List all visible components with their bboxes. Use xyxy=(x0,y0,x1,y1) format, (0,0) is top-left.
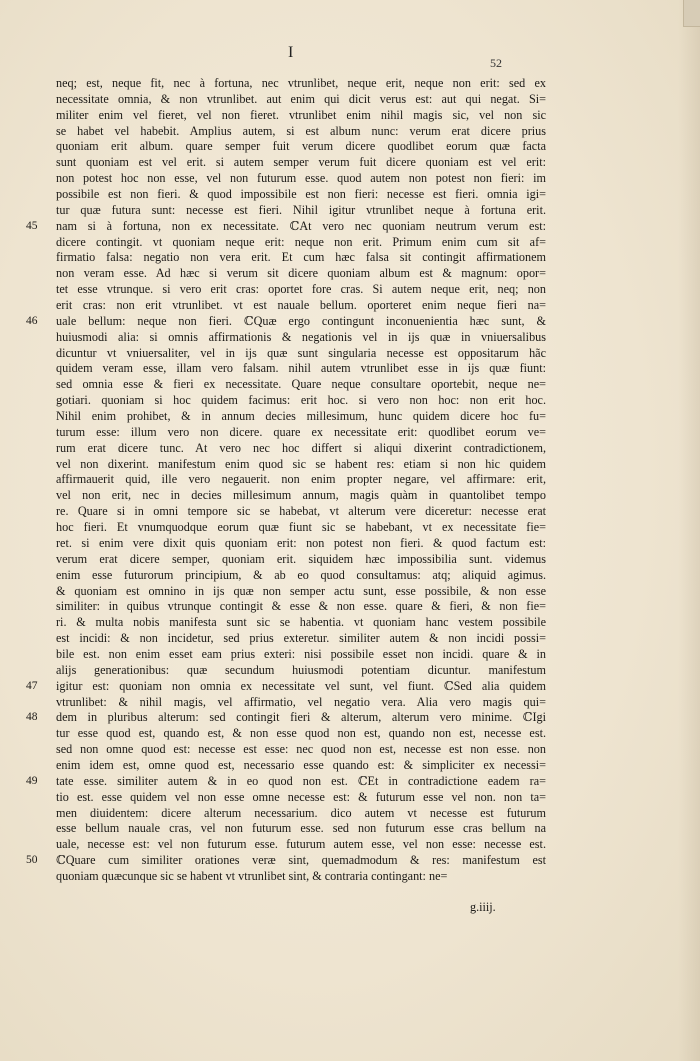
line-text: possibile est non fieri. & quod impossibile est non fieri: necesse est fieri. omnia igi= xyxy=(56,187,546,202)
line-text: vel non erit, nec in decies millesimum annum, magis quàm in quantolibet tempo xyxy=(56,488,546,503)
text-line xyxy=(56,695,546,711)
text-line xyxy=(56,250,546,266)
text-line xyxy=(56,568,546,584)
line-text: nam si à fortuna, non ex necessitate. ℂAt vero nec quoniam neutrum verum est: xyxy=(56,218,546,233)
line-text: ret. si enim vere dixit quis quoniam erit: non potest non fieri. & quod factum est: xyxy=(56,535,546,550)
text-line xyxy=(56,155,546,171)
line-text: tet esse vtrunque. si vero erit cras: oportet fore cras. Si autem neque erit, neq; non xyxy=(56,282,546,297)
text-line xyxy=(56,203,546,219)
text-line xyxy=(26,218,546,235)
text-block xyxy=(26,76,546,885)
line-text: tate esse. similiter autem & in eo quod non est. ℂEt in contradictione eadem ra= xyxy=(56,773,546,788)
text-line xyxy=(56,742,546,758)
line-text: tio est. esse quidem vel non esse omne necesse est: & futurum esse vel non. non ta= xyxy=(56,789,546,804)
line-text: bile est. non enim esset eam prius exteri: nisi possibile esset non incidi. quare & in xyxy=(56,646,546,661)
page-corner-tab xyxy=(683,0,700,27)
text-line xyxy=(56,171,546,187)
line-text: enim esse futurorum principium, & ab eo quod consultamus: atq; aliquid agimus. xyxy=(56,567,546,582)
text-line xyxy=(56,235,546,251)
line-text: verum erat dicere semper, quoniam erit. siquidem hæc impossibilia sunt. videmus xyxy=(56,551,546,566)
text-line xyxy=(56,108,546,124)
text-line xyxy=(56,124,546,140)
text-line xyxy=(26,773,546,790)
line-text: erit cras: non erit vtrunlibet. vt est nauale bellum. oporteret enim neque fieri na= xyxy=(56,298,546,313)
line-text: & quoniam est omnino in ijs quæ non semper actu sunt, esse possibile, & non esse xyxy=(56,583,546,598)
line-text: necessitate omnia, & non vtrunlibet. aut enim qui dicit verus est: aut qui negat. Si= xyxy=(56,91,546,106)
text-line xyxy=(56,330,546,346)
line-text: vtrunlibet: & nihil magis, vel affirmatio, vel negatio vera. Alia vero magis qui= xyxy=(56,694,546,709)
line-text: ℂQuare cum similiter orationes veræ sint, quemadmodum & res: manifestum est xyxy=(56,853,546,868)
text-line xyxy=(56,647,546,663)
page-header-mark: I xyxy=(288,44,294,61)
text-line xyxy=(56,536,546,552)
line-text: Nihil enim prohibet, & in annum decies millesimum, hunc quidem dicere hoc fu= xyxy=(56,409,546,424)
page-edge-shadow xyxy=(678,0,700,1061)
line-text: gotiari. quoniam si hoc quidem facimus: erit hoc. si vero non hoc: non erit hoc. xyxy=(56,393,546,408)
text-line xyxy=(56,441,546,457)
line-text: firmatio falsa: negatio non vera erit. Et cum hæc falsa sit contingit affirmationem xyxy=(56,250,546,265)
text-line xyxy=(56,361,546,377)
text-line xyxy=(56,92,546,108)
line-text: similiter: in quibus vtrunque contingit & esse & non esse. quare & fieri, & non fie= xyxy=(56,599,546,614)
text-line xyxy=(56,425,546,441)
line-text: dicere contingit. vt quoniam neque erit: neque non erit. Primum enim cum sit af= xyxy=(56,234,546,249)
text-line xyxy=(56,76,546,92)
text-line xyxy=(56,552,546,568)
line-text: hoc fieri. Et vnumquodque eorum quæ fiunt sic se habebant, vt ex necessitate fie= xyxy=(56,520,546,535)
line-text: quidem veram esse, illam vero falsam. nihil autem vtrunlibet esse in ijs quæ fiunt: xyxy=(56,361,546,376)
line-text: est incidi: & non incidetur, sed prius exteretur. similiter autem & non incidi possi= xyxy=(56,631,546,646)
line-text: dem in pluribus alterum: sed contingit fieri & alterum, alterum vero minime. ℂIgi xyxy=(56,710,546,725)
marginal-number: 45 xyxy=(26,219,38,232)
line-text: neq; est, neque fit, nec à fortuna, nec vtrunlibet, neque erit, neque non erit: sed ex xyxy=(56,76,546,90)
line-text: sunt quoniam est vel erit. si autem semper verum fuit dicere quoniam est vel erit: xyxy=(56,155,546,170)
line-text: se habet vel habebit. Amplius autem, si est album nunc: verum erat dicere prius xyxy=(56,123,546,138)
marginal-number: 48 xyxy=(26,711,38,724)
text-line xyxy=(56,346,546,362)
text-line xyxy=(56,377,546,393)
catchword: g.iiij. xyxy=(470,900,496,914)
text-line xyxy=(56,187,546,203)
text-line xyxy=(56,758,546,774)
text-line xyxy=(56,790,546,806)
text-line xyxy=(56,837,546,853)
text-line xyxy=(26,853,546,869)
folio-number: 52 xyxy=(490,56,502,70)
line-text: non potest hoc non esse, vel non futurum esse. quod autem non potest non fieri: im xyxy=(56,171,546,186)
line-text: militer enim vel fieret, vel non fieret. vtrunlibet enim nihil magis sic, vel non sic xyxy=(56,107,546,122)
text-line xyxy=(26,313,546,330)
line-text: uale, necesse est: vel non futurum esse. futurum autem esse, vel non esse: necesse est. xyxy=(56,837,546,852)
text-line xyxy=(56,806,546,822)
line-text: uale bellum: neque non fieri. ℂQuæ ergo contingunt inconuenientia hæc sunt, & xyxy=(56,313,546,328)
line-text: tur quæ futura sunt: necesse est fieri. Nihil igitur vtrunlibet neque à fortuna erit. xyxy=(56,202,546,217)
line-text: quoniam quæcunque sic se habent vt vtrunlibet sint, & contraria contingant: ne= xyxy=(56,868,448,883)
line-text: enim idem est, omne quod est, necessario esse quando est: & simpliciter ex necessi= xyxy=(56,757,546,772)
marginal-number: 50 xyxy=(26,854,38,867)
text-line xyxy=(56,869,546,885)
text-line xyxy=(56,663,546,679)
line-text: sed omnia esse & fieri ex necessitate. Quare neque consultare oportebit, neque ne= xyxy=(56,377,546,392)
text-line xyxy=(56,472,546,488)
line-text: igitur est: quoniam non omnia ex necessitate vel sunt, vel fiunt. ℂSed alia quidem xyxy=(56,678,546,693)
text-line xyxy=(56,298,546,314)
line-text: sed non omne quod est: necesse est esse: nec quod non est, necesse est non esse. non xyxy=(56,742,546,757)
line-text: tur esse quod est, quando est, & non esse quod non est, quando non est, necesse est. xyxy=(56,726,546,741)
line-text: affirmauerit quid, ille vero negauerit. non enim propter negare, vel affirmare: erit, xyxy=(56,472,546,487)
text-line xyxy=(56,409,546,425)
text-line xyxy=(56,504,546,520)
text-line xyxy=(56,488,546,504)
line-text: dicuntur vt vniuersaliter, vel in ijs quæ sunt singularia necesse est oppositarum hãc xyxy=(56,345,546,360)
text-line xyxy=(56,726,546,742)
text-line xyxy=(56,599,546,615)
text-line xyxy=(56,282,546,298)
line-text: alijs generationibus: quæ secundum huiusmodi potentiam dicuntur. manifestum xyxy=(56,662,546,677)
text-line xyxy=(26,710,546,726)
line-text: ri. & multa nobis manifesta sunt sic se habentia. vt quoniam hanc vestem possibile xyxy=(56,615,546,630)
line-text: huiusmodi alia: si omnis affirmationis & negationis vel in ijs quæ in vniuersalibus xyxy=(56,329,546,344)
text-line xyxy=(26,678,546,695)
line-text: quoniam erit album. quare semper fuit verum dicere quodlibet eorum quæ facta xyxy=(56,139,546,154)
line-text: non veram esse. Ad hæc si verum sit dicere quoniam album est & magnum: opor= xyxy=(56,266,546,281)
text-line xyxy=(56,615,546,631)
text-line xyxy=(56,520,546,536)
text-line xyxy=(56,393,546,409)
text-line xyxy=(56,821,546,837)
line-text: re. Quare si in omni tempore sic se habebat, vt alterum vere diceretur: necesse erat xyxy=(56,504,546,519)
text-line xyxy=(56,631,546,647)
line-text: turum esse: illum vero non dicere. quare ex necessitate erit: quodlibet eorum ve= xyxy=(56,424,546,439)
text-line xyxy=(56,584,546,600)
marginal-number: 49 xyxy=(26,774,38,787)
line-text: esse bellum nauale cras, vel non futurum esse. sed non futurum esse cras bellum na xyxy=(56,821,546,836)
marginal-number: 47 xyxy=(26,679,38,692)
line-text: rum erat dicere tunc. At vero nec hoc differt si aliqui dixerint contradictionem, xyxy=(56,440,546,455)
text-line xyxy=(56,139,546,155)
marginal-number: 46 xyxy=(26,314,38,327)
text-line xyxy=(56,266,546,282)
text-line xyxy=(56,457,546,473)
line-text: vel non dixerint. manifestum enim quod sic se habent res: etiam si non hic quidem xyxy=(56,456,546,471)
line-text: men diuidentem: dicere alterum necessarium. dico autem vt necesse est futurum xyxy=(56,805,546,820)
